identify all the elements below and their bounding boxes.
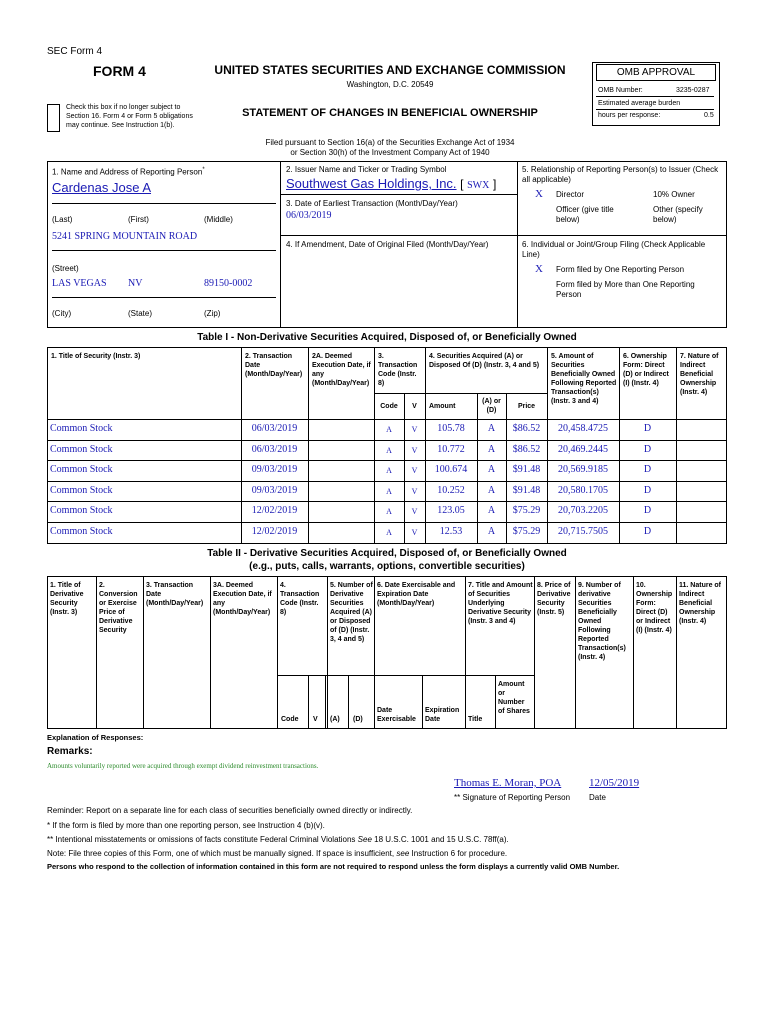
other-label: Other (specify below): [653, 205, 703, 224]
box5-label: 5. Relationship of Reporting Person(s) to Issuer (Check all applicable): [522, 165, 719, 184]
t1-v-val: V: [411, 466, 418, 476]
t1-v-val: V: [411, 445, 418, 455]
t1-price-val: $86.52: [512, 443, 541, 455]
first-label: (First): [128, 215, 149, 224]
t1-price-val: $91.48: [512, 464, 541, 476]
box6-label: 6. Individual or Joint/Group Filing (Check Applicable Line): [522, 240, 706, 259]
t1-date: 06/03/2019: [251, 443, 298, 455]
t1-v-val: V: [411, 486, 418, 496]
t1-h6: 6. Ownership Form: Direct (D) or Indirect (I) (Instr. 4): [623, 353, 669, 387]
box3-label: 3. Date of Earliest Transaction (Month/Day/Year): [286, 199, 458, 208]
t1-owned-val: 20,580.1705: [558, 484, 608, 496]
city-label: (City): [52, 309, 72, 318]
street-value: 5241 SPRING MOUNTAIN ROAD: [52, 231, 198, 242]
t2-exp: Expiration Date: [425, 707, 460, 723]
table1-title: Table I - Non-Derivative Securities Acquired, Disposed of, or Beneficially Owned: [197, 332, 577, 343]
state-label: (State): [128, 309, 153, 318]
t2-h6: 6. Date Exercisable and Expiration Date (Month/Day/Year): [377, 582, 456, 607]
last-label: (Last): [52, 215, 73, 224]
statement-title: STATEMENT OF CHANGES IN BENEFICIAL OWNERSHIP: [242, 107, 538, 119]
one-person-label: Form filed by One Reporting Person: [556, 265, 685, 274]
t1-amount-val: 123.05: [437, 505, 465, 517]
table2-title-1: Table II - Derivative Securities Acquired, Disposed of, or Beneficially Owned: [207, 548, 567, 559]
middle-label: (Middle): [204, 215, 233, 224]
t1-form-val: D: [643, 484, 652, 496]
note-multiple: * If the form is filed by more than one reporting person, see Instruction 4 (b)(v).: [47, 821, 325, 830]
t2-h8: 8. Price of Derivative Security (Instr. 5): [537, 582, 571, 616]
t1-code-val: A: [386, 445, 392, 455]
director-label: Director: [556, 190, 585, 199]
t1-title: Common Stock: [50, 484, 113, 496]
note-reminder: Reminder: Report on a separate line for each class of securities beneficially owned directly or indirectly.: [47, 806, 413, 815]
t1-form-val: D: [643, 505, 652, 517]
t1-h4: 4. Securities Acquired (A) or Disposed Of (D) (Instr. 3, 4 and 5): [429, 353, 540, 369]
t1-owned-val: 20,703.2205: [558, 505, 608, 517]
t1-date: 06/03/2019: [251, 423, 298, 434]
t2-a: (A): [330, 716, 340, 723]
location: Washington, D.C. 20549: [346, 80, 434, 89]
t1-date: 09/03/2019: [251, 484, 298, 496]
t1-owned-val: 20,469.2445: [558, 443, 608, 455]
remarks-label: Remarks:: [47, 746, 93, 757]
t1-ad-val: A: [487, 484, 496, 496]
t1-code-val: A: [386, 466, 392, 476]
t1-ad-val: A: [487, 443, 496, 455]
note-misstatement: ** Intentional misstatements or omissions of facts constitute Federal Criminal Violations See 18 U.S.C. 1001 and 15 U.S.C. 78ff(a).: [47, 835, 509, 844]
t1-price-val: $75.29: [512, 505, 541, 517]
owner10-label: 10% Owner: [653, 190, 695, 199]
t1-v-val: V: [411, 528, 418, 537]
t1-ad-val: A: [487, 423, 496, 434]
t1-h3: 3. Transaction Code (Instr. 8): [378, 353, 418, 387]
t1-h1: 1. Title of Security (Instr. 3): [51, 353, 141, 360]
t1-amount-val: 100.674: [434, 464, 468, 476]
t2-h2: 2. Conversion or Exercise Price of Derivative Security: [99, 582, 138, 634]
t2-h3: 3. Transaction Date (Month/Day/Year): [146, 582, 204, 607]
t1-amount-val: 10.252: [437, 484, 465, 496]
street-label: (Street): [52, 264, 79, 273]
director-check[interactable]: X: [535, 188, 543, 200]
t1-code: Code: [380, 403, 398, 410]
no-longer-subject-checkbox[interactable]: [47, 104, 60, 132]
t1-h2a: 2A. Deemed Execution Date, if any (Month/Day/Year): [312, 353, 371, 387]
t1-form-val: D: [643, 423, 652, 434]
note-copies: Note: File three copies of this Form, one of which must be manually signed. If space is insufficient, see Instruction 6 for procedure.: [47, 849, 508, 858]
box4-label: 4. If Amendment, Date of Original Filed (Month/Day/Year): [286, 240, 489, 249]
t1-price-val: $75.29: [512, 526, 541, 537]
signature[interactable]: Thomas E. Moran, POA: [454, 777, 562, 789]
issuer-name[interactable]: Southwest Gas Holdings, Inc.: [286, 176, 457, 191]
t2-h3a: 3A. Deemed Execution Date, if any (Month/Day/Year): [213, 582, 272, 616]
t1-date: 12/02/2019: [251, 526, 298, 537]
t1-code-val: A: [386, 425, 392, 434]
t1-date: 09/03/2019: [251, 464, 298, 476]
box1-label: 1. Name and Address of Reporting Person*: [52, 167, 205, 177]
sec-form-label: SEC Form 4: [47, 46, 103, 57]
t1-date: 12/02/2019: [251, 505, 298, 517]
zip-label: (Zip): [204, 309, 221, 318]
t2-h4: 4. Transaction Code (Instr. 8): [280, 582, 320, 616]
t2-h11: 11. Nature of Indirect Beneficial Ownership (Instr. 4): [679, 582, 722, 625]
earliest-date: 06/03/2019: [286, 210, 332, 221]
box2-label: 2. Issuer Name and Ticker or Trading Symbol: [286, 165, 447, 174]
note-omb: Persons who respond to the collection of information contained in this form are not required to respond unless the form displays a currently valid OMB Number.: [47, 862, 620, 871]
remarks-text: Amounts voluntarily reported were acquired through exempt dividend reinvestment transactions.: [47, 762, 319, 770]
form-title: FORM 4: [93, 63, 146, 79]
t1-v: V: [412, 403, 417, 410]
reporting-person-name[interactable]: Cardenas Jose A: [52, 180, 152, 195]
t1-aord: (A) or (D): [482, 398, 501, 414]
date-label: Date: [589, 793, 606, 802]
t1-v-val: V: [411, 425, 418, 434]
t1-code-val: A: [386, 528, 392, 537]
t2-date-ex: Date Exercisable: [377, 707, 416, 723]
t1-h7: 7. Nature of Indirect Beneficial Ownership (Instr. 4): [680, 353, 719, 396]
t1-ad-val: A: [487, 526, 496, 537]
omb-hours: 0.5: [704, 112, 714, 119]
t1-title: Common Stock: [50, 505, 113, 517]
t1-amount: Amount: [429, 403, 456, 410]
t1-code-val: A: [386, 507, 392, 517]
omb-title: OMB APPROVAL: [596, 64, 716, 81]
t1-owned-val: 20,458.4725: [558, 423, 608, 434]
omb-number: 3235-0287: [676, 87, 710, 94]
t2-h7: 7. Title and Amount of Securities Underlying Derivative Security (Instr. 3 and 4): [468, 582, 533, 625]
t2-v: V: [313, 716, 318, 723]
more-person-label: Form filed by More than One Reporting Person: [556, 280, 695, 299]
t2-amount-shares: Amount or Number of Shares: [498, 681, 530, 715]
explanation-label: Explanation of Responses:: [47, 733, 144, 742]
table2-title-2: (e.g., puts, calls, warrants, options, convertible securities): [249, 561, 525, 572]
one-person-check[interactable]: X: [535, 263, 543, 275]
omb-burden-label: Estimated average burden: [598, 100, 681, 107]
checkbox-text: Check this box if no longer subject to Section 16. Form 4 or Form 5 obligations may continue. See Instruction 1(b).: [66, 104, 193, 129]
t1-v-val: V: [411, 507, 418, 517]
t2-h5: 5. Number of Derivative Securities Acquired (A) or Disposed of (D) (Instr. 3, 4 and 5): [330, 582, 373, 643]
t1-amount-val: 10.772: [437, 443, 465, 455]
t2-h10: 10. Ownership Form: Direct (D) or Indirect (I) (Instr. 4): [636, 582, 673, 634]
t1-title: Common Stock: [50, 464, 113, 476]
t2-code: Code: [281, 716, 299, 723]
t1-form-val: D: [643, 526, 652, 537]
t1-h2: 2. Transaction Date (Month/Day/Year): [245, 353, 303, 378]
t1-owned-val: 20,715.7505: [558, 526, 608, 537]
t1-form-val: D: [643, 464, 652, 476]
signature-date[interactable]: 12/05/2019: [589, 777, 640, 789]
zip-value: 89150-0002: [204, 278, 253, 289]
signature-label: ** Signature of Reporting Person: [454, 793, 571, 802]
t1-owned-val: 20,569.9185: [558, 464, 608, 476]
t1-price: Price: [517, 403, 536, 410]
t1-ad-val: A: [487, 505, 496, 517]
t1-h5: 5. Amount of Securities Beneficially Owned Following Reported Transaction(s) (Instr. 3 and 4): [551, 353, 617, 405]
t2-d: (D): [353, 716, 363, 723]
omb-number-label: OMB Number:: [598, 87, 643, 94]
t1-amount-val: 105.78: [437, 423, 465, 434]
t1-price-val: $86.52: [512, 423, 541, 434]
officer-label: Officer (give title below): [556, 205, 614, 224]
t1-title: Common Stock: [50, 443, 113, 455]
commission-title: UNITED STATES SECURITIES AND EXCHANGE COMMISSION: [214, 63, 566, 77]
state-value: NV: [128, 278, 143, 289]
t2-h1: 1. Title of Derivative Security (Instr. 3): [50, 582, 84, 616]
filed-line-1: Filed pursuant to Section 16(a) of the Securities Exchange Act of 1934: [265, 138, 515, 147]
t1-ad-val: A: [487, 464, 496, 476]
t2-h9: 9. Number of derivative Securities Beneficially Owned Following Reported Transaction(s) (Instr. 4): [578, 582, 626, 661]
t1-price-val: $91.48: [512, 484, 541, 496]
issuer-line: Southwest Gas Holdings, Inc. [ SWX ]: [286, 176, 497, 191]
t1-title: Common Stock: [50, 526, 113, 537]
t1-title: Common Stock: [50, 423, 113, 434]
ticker: SWX: [467, 180, 490, 191]
city-value: LAS VEGAS: [52, 278, 107, 289]
filed-line-2: or Section 30(h) of the Investment Company Act of 1940: [290, 148, 490, 157]
omb-hours-label: hours per response:: [598, 112, 661, 119]
t1-form-val: D: [643, 443, 652, 455]
t2-title: Title: [468, 716, 483, 723]
t1-code-val: A: [386, 486, 392, 496]
t1-amount-val: 12.53: [439, 526, 463, 537]
